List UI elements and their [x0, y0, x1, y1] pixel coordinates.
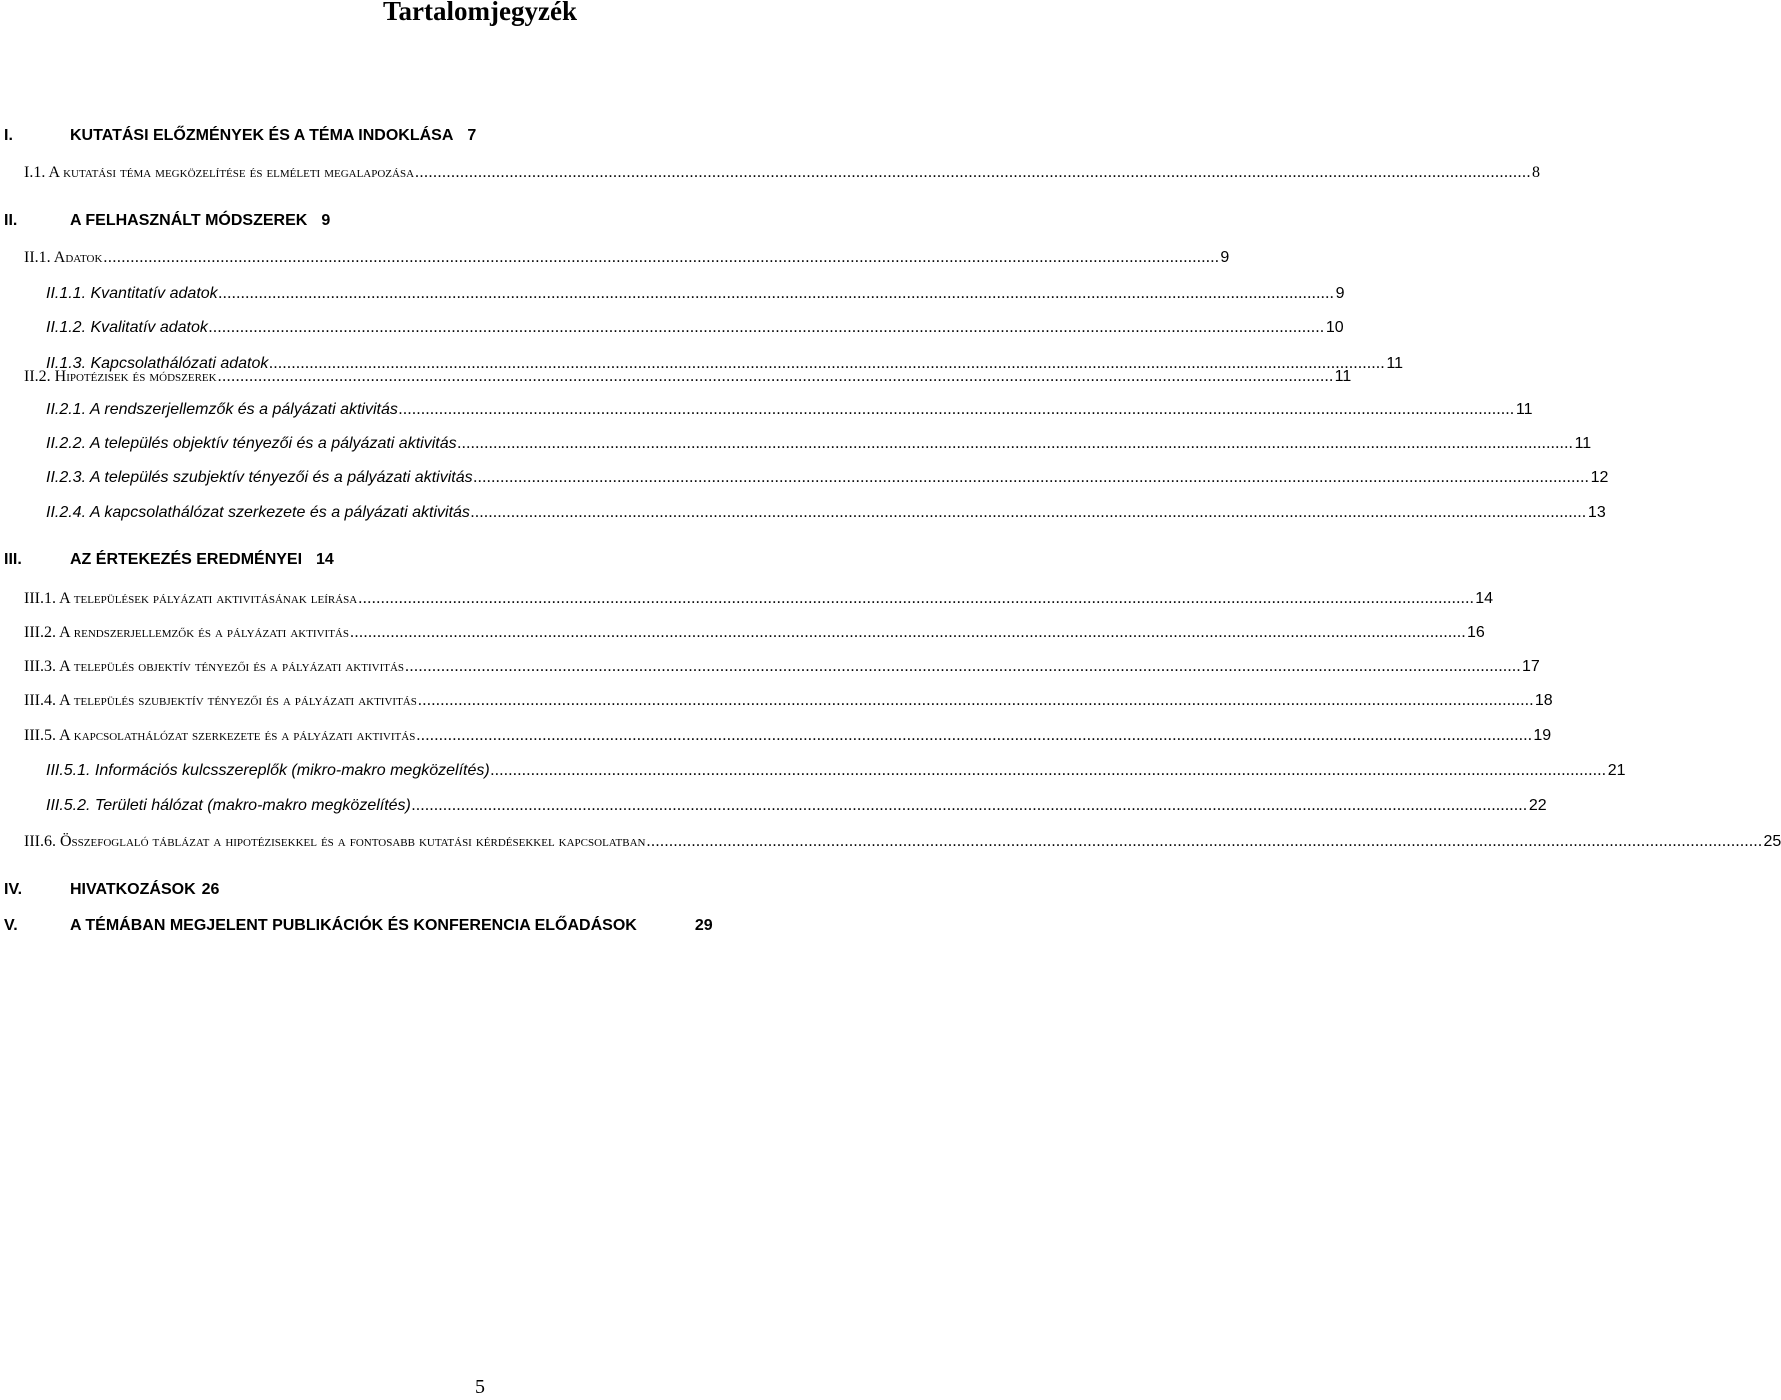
leader-dots: ........................................................................................................................................................................................................................................................ — [350, 624, 1466, 641]
toc-entry-label: I.1. A kutatási téma megközelítése és elméleti megalapozása — [24, 164, 415, 181]
chapter-number: III. — [4, 551, 22, 568]
toc-entry-label: II.2. Hipotézisek és módszerek — [24, 368, 217, 385]
toc-entry-page: 9 — [1335, 285, 1345, 302]
toc-entry-page: 11 — [1574, 435, 1592, 452]
leader-dots: ........................................................................................................................................................................................................................................................ — [473, 469, 1590, 486]
toc-chapter-4[interactable] — [4, 882, 219, 898]
toc-entry-page: 11 — [1386, 355, 1403, 372]
toc-entry-page: 10 — [1325, 319, 1344, 336]
toc-entry-label: III.6. Összefoglaló táblázat a hipotézisekkel és a fontosabb kutatási kérdésekkel kapcsolatban — [24, 833, 646, 850]
leader-dots: ........................................................................................................................................................................................................................................................ — [358, 590, 1475, 607]
toc-entry-label: III.1. A települések pályázati aktivitásának leírása — [24, 590, 358, 607]
toc-entry-i-1[interactable] — [24, 164, 1541, 181]
toc-entry-label: III.3. A település objektív tényezői és a pályázati aktivitás — [24, 658, 405, 675]
chapter-page: 26 — [201, 881, 220, 898]
chapter-page: 7 — [467, 127, 477, 144]
toc-entry-label: III.5.1. Információs kulcsszereplők (mikro-makro megközelítés) — [46, 762, 490, 779]
toc-entry-page: 18 — [1534, 692, 1553, 709]
toc-entry-label: II.2.4. A kapcsolathálózat szerkezete és a pályázati aktivitás — [46, 504, 470, 521]
chapter-title: HIVATKOZÁSOK — [70, 881, 196, 898]
toc-entry-page: 12 — [1590, 469, 1609, 486]
toc-entry-ii-1-2[interactable] — [46, 319, 1344, 336]
toc-entry-iii-6[interactable] — [24, 833, 1781, 850]
chapter-page: 29 — [694, 917, 713, 934]
toc-entry-label: II.2.3. A település szubjektív tényezői és a pályázati aktivitás — [46, 469, 473, 486]
toc-entry-ii-2-3[interactable] — [46, 469, 1609, 486]
toc-entry-label: II.2.2. A település objektív tényezői és a pályázati aktivitás — [46, 435, 457, 452]
leader-dots: ........................................................................................................................................................................................................................................................ — [269, 355, 1386, 372]
toc-chapter-1[interactable] — [4, 128, 476, 144]
leader-dots: ........................................................................................................................................................................................................................................................ — [490, 762, 1607, 779]
toc-entry-label: III.4. A település szubjektív tényezői és a pályázati aktivitás — [24, 692, 417, 709]
leader-dots: ........................................................................................................................................................................................................................................................ — [457, 435, 1574, 452]
chapter-title: A FELHASZNÁLT MÓDSZEREK — [70, 212, 308, 229]
toc-chapter-5[interactable] — [4, 918, 713, 934]
chapter-title: A TÉMÁBAN MEGJELENT PUBLIKÁCIÓK ÉS KONFERENCIA ELŐADÁSOK — [70, 917, 637, 934]
chapter-page: 9 — [321, 212, 331, 229]
toc-entry-ii-1[interactable] — [24, 249, 1230, 266]
leader-dots: ........................................................................................................................................................................................................................................................ — [103, 249, 1220, 266]
toc-entry-iii-5-2[interactable] — [46, 797, 1547, 814]
toc-entry-ii-1-1[interactable] — [46, 285, 1345, 302]
toc-entry-label: III.5. A kapcsolathálózat szerkezete és a pályázati aktivitás — [24, 727, 416, 744]
toc-entry-iii-4[interactable] — [24, 692, 1553, 709]
toc-entry-iii-3[interactable] — [24, 658, 1540, 675]
toc-chapter-2[interactable] — [4, 213, 330, 229]
toc-entry-page: 16 — [1467, 624, 1485, 641]
toc-entry-label: II.2.1. A rendszerjellemzők és a pályázati aktivitás — [46, 401, 398, 418]
toc-entry-ii-2[interactable] — [24, 368, 1352, 385]
chapter-number: II. — [4, 212, 18, 229]
page-number: 5 — [475, 1376, 485, 1398]
toc-entry-page: 11 — [1334, 368, 1352, 385]
chapter-title: AZ ÉRTEKEZÉS EREDMÉNYEI — [70, 551, 303, 568]
leader-dots: ........................................................................................................................................................................................................................................................ — [416, 727, 1533, 744]
leader-dots: ........................................................................................................................................................................................................................................................ — [208, 319, 1325, 336]
toc-entry-ii-2-4[interactable] — [46, 504, 1606, 521]
leader-dots: ........................................................................................................................................................................................................................................................ — [417, 692, 1534, 709]
leader-dots: ........................................................................................................................................................................................................................................................ — [470, 504, 1587, 521]
toc-entry-page: 13 — [1587, 504, 1606, 521]
toc-entry-iii-2[interactable] — [24, 624, 1485, 641]
toc-entry-ii-2-1[interactable] — [46, 401, 1533, 418]
toc-entry-label: II.1.2. Kvalitatív adatok — [46, 319, 208, 336]
leader-dots: ........................................................................................................................................................................................................................................................ — [217, 368, 1334, 385]
leader-dots: ........................................................................................................................................................................................................................................................ — [218, 285, 1335, 302]
toc-entry-label: II.1.3. Kapcsolathálózati adatok — [46, 355, 269, 372]
toc-entry-page: 17 — [1522, 658, 1540, 675]
toc-entry-label: II.1. Adatok — [24, 249, 103, 266]
toc-entry-ii-2-2[interactable] — [46, 435, 1592, 452]
chapter-number: I. — [4, 127, 13, 144]
toc-entry-page: 9 — [1220, 249, 1230, 266]
toc-entry-page: 25 — [1763, 833, 1781, 850]
chapter-number: V. — [4, 917, 18, 934]
chapter-number: IV. — [4, 881, 23, 898]
toc-entry-label: III.5.2. Területi hálózat (makro-makro megközelítés) — [46, 797, 411, 814]
toc-entry-iii-5-1[interactable] — [46, 762, 1626, 779]
toc-entry-label: III.2. A rendszerjellemzők és a pályázati aktivitás — [24, 624, 349, 641]
toc-entry-label: II.1.1. Kvantitatív adatok — [46, 285, 218, 302]
toc-entry-page: 8 — [1532, 164, 1541, 181]
toc-entry-iii-1[interactable] — [24, 590, 1493, 607]
page-title: Tartalomjegyzék — [383, 0, 577, 26]
leader-dots: ........................................................................................................................................................................................................................................................ — [405, 658, 1522, 675]
toc-entry-page: 19 — [1533, 727, 1552, 744]
toc-entry-page: 22 — [1528, 797, 1547, 814]
chapter-page: 14 — [316, 551, 334, 568]
leader-dots: ........................................................................................................................................................................................................................................................ — [415, 164, 1532, 181]
toc-entry-page: 21 — [1607, 762, 1626, 779]
toc-entry-page: 14 — [1475, 590, 1493, 607]
toc-entry-iii-5[interactable] — [24, 727, 1552, 744]
toc-entry-page: 11 — [1515, 401, 1533, 418]
leader-dots: ........................................................................................................................................................................................................................................................ — [398, 401, 1515, 418]
leader-dots: ........................................................................................................................................................................................................................................................ — [411, 797, 1528, 814]
chapter-title: KUTATÁSI ELŐZMÉNYEK ÉS A TÉMA INDOKLÁSA — [70, 127, 454, 144]
leader-dots: ........................................................................................................................................................................................................................................................ — [646, 833, 1763, 850]
toc-chapter-3[interactable] — [4, 552, 334, 568]
